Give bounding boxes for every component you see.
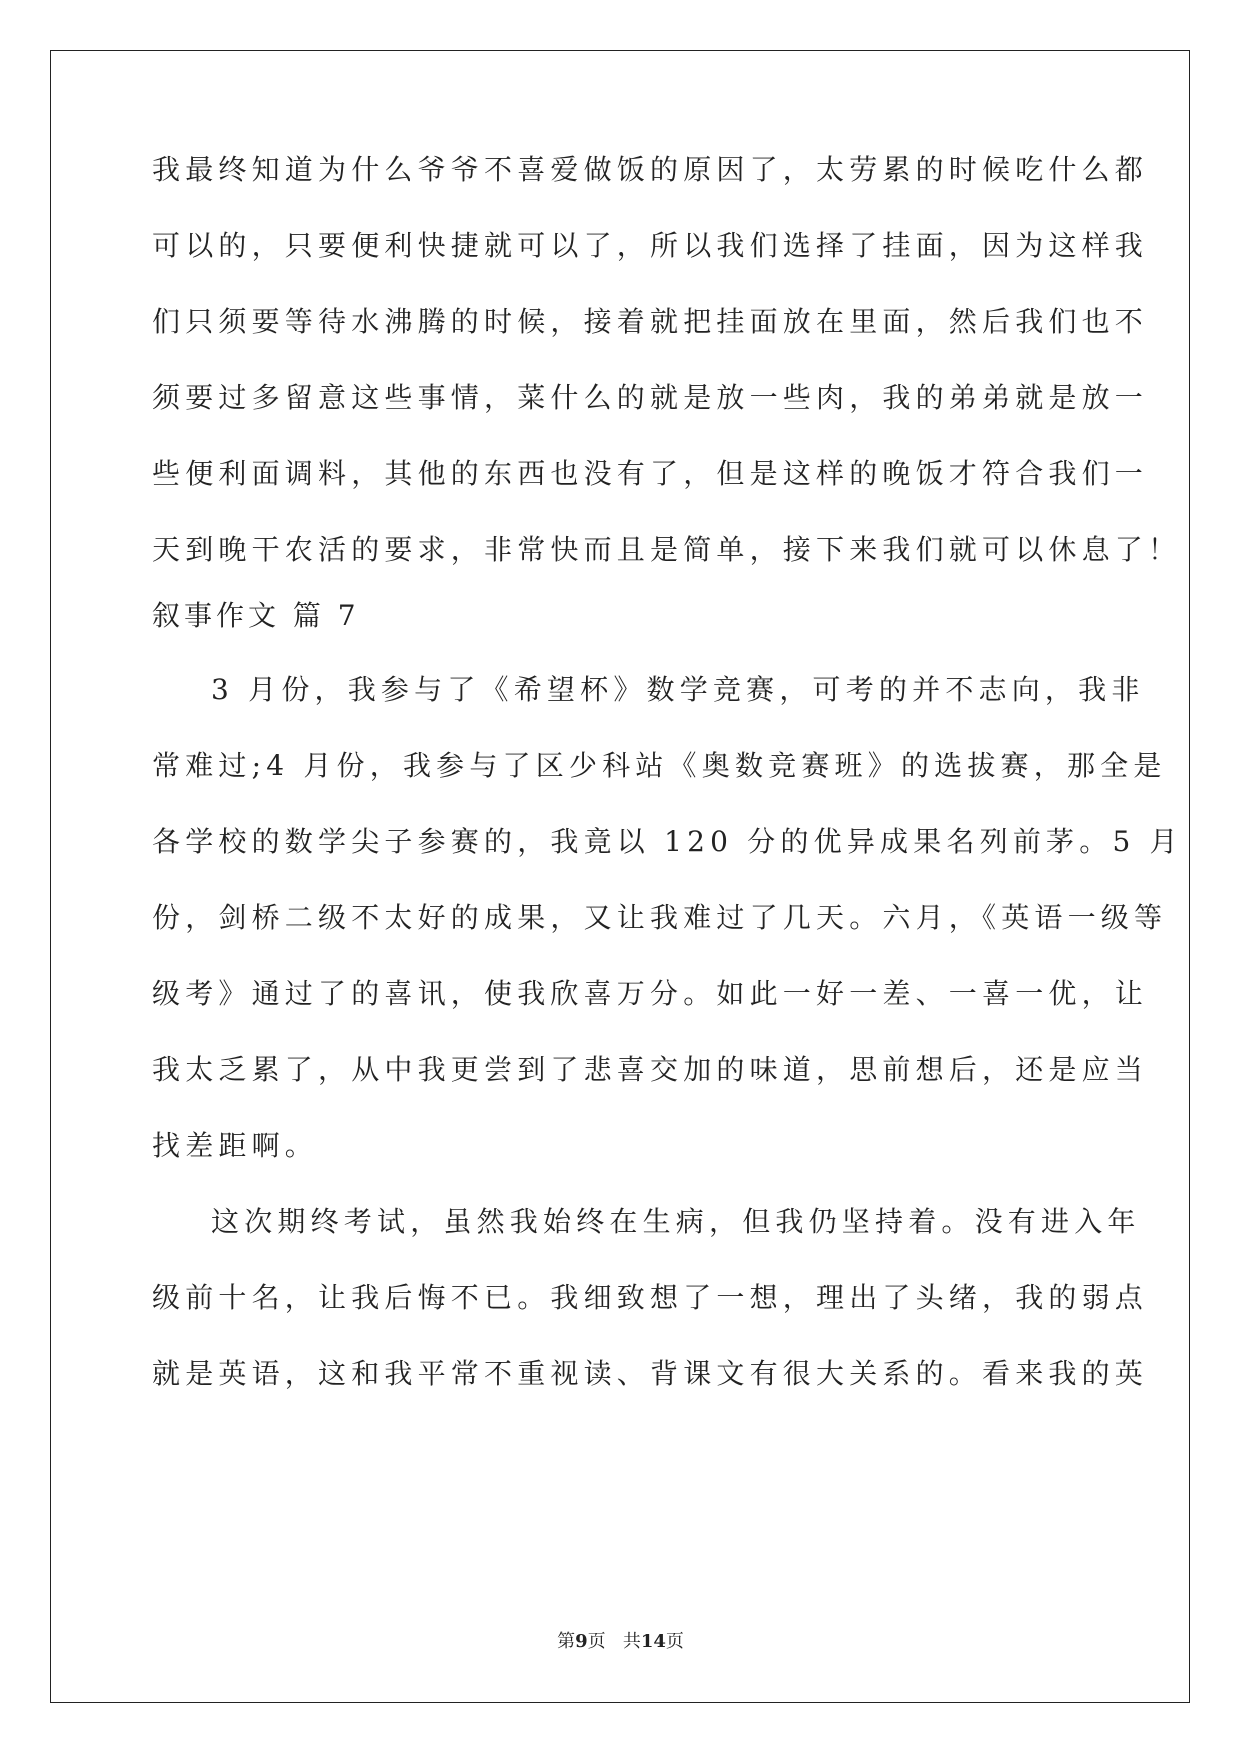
paragraph-3-line-2: 级前十名，让我后悔不已。我细致想了一想，理出了头绪，我的弱点 <box>152 1281 1149 1314</box>
page-number: 9 <box>575 1631 588 1652</box>
paragraph-1-line-1: 我最终知道为什么爷爷不喜爱做饭的原因了，太劳累的时候吃什么都 <box>152 153 1149 186</box>
paragraph-1-line-2: 可以的，只要便利快捷就可以了，所以我们选择了挂面，因为这样我 <box>152 229 1149 262</box>
page-footer <box>0 1627 1241 1653</box>
paragraph-2-line-1: 3 月份，我参与了《希望杯》数学竞赛，可考的并不志向，我非 <box>211 673 1145 706</box>
paragraph-2-line-7: 找差距啊。 <box>152 1129 319 1162</box>
total-label-suffix: 页 <box>665 1631 684 1652</box>
total-label-prefix: 共 <box>622 1631 641 1652</box>
paragraph-1-line-4: 须要过多留意这些事情，菜什么的就是放一些肉，我的弟弟就是放一 <box>152 381 1149 414</box>
page-border <box>50 50 1190 1703</box>
paragraph-3-line-1: 这次期终考试，虽然我始终在生病，但我仍坚持着。没有进入年 <box>211 1205 1141 1238</box>
page-label-prefix: 第 <box>557 1631 576 1652</box>
paragraph-1-line-5: 些便利面调料，其他的东西也没有了，但是这样的晚饭才符合我们一 <box>152 457 1149 490</box>
paragraph-2-line-4: 份，剑桥二级不太好的成果，又让我难过了几天。六月，《英语一级等 <box>152 901 1168 934</box>
paragraph-2-line-6: 我太乏累了，从中我更尝到了悲喜交加的味道，思前想后，还是应当 <box>152 1053 1149 1086</box>
paragraph-3-line-3: 就是英语，这和我平常不重视读、背课文有很大关系的。看来我的英 <box>152 1357 1149 1390</box>
section-heading: 叙事作文 篇 7 <box>152 599 360 632</box>
paragraph-1-line-3: 们只须要等待水沸腾的时候，接着就把挂面放在里面，然后我们也不 <box>152 305 1149 338</box>
paragraph-2-line-5: 级考》通过了的喜讯，使我欣喜万分。如此一好一差、一喜一优，让 <box>152 977 1149 1010</box>
page-label-suffix: 页 <box>587 1631 606 1652</box>
total-pages: 14 <box>640 1631 666 1652</box>
paragraph-2-line-3: 各学校的数学尖子参赛的，我竟以 120 分的优异成果名列前茅。5 月 <box>152 825 1183 858</box>
paragraph-1-line-6: 天到晚干农活的要求，非常快而且是简单，接下来我们就可以休息了！ <box>152 533 1182 566</box>
paragraph-2-line-2: 常难过;4 月份，我参与了区少科站《奥数竞赛班》的选拔赛，那全是 <box>152 749 1167 782</box>
